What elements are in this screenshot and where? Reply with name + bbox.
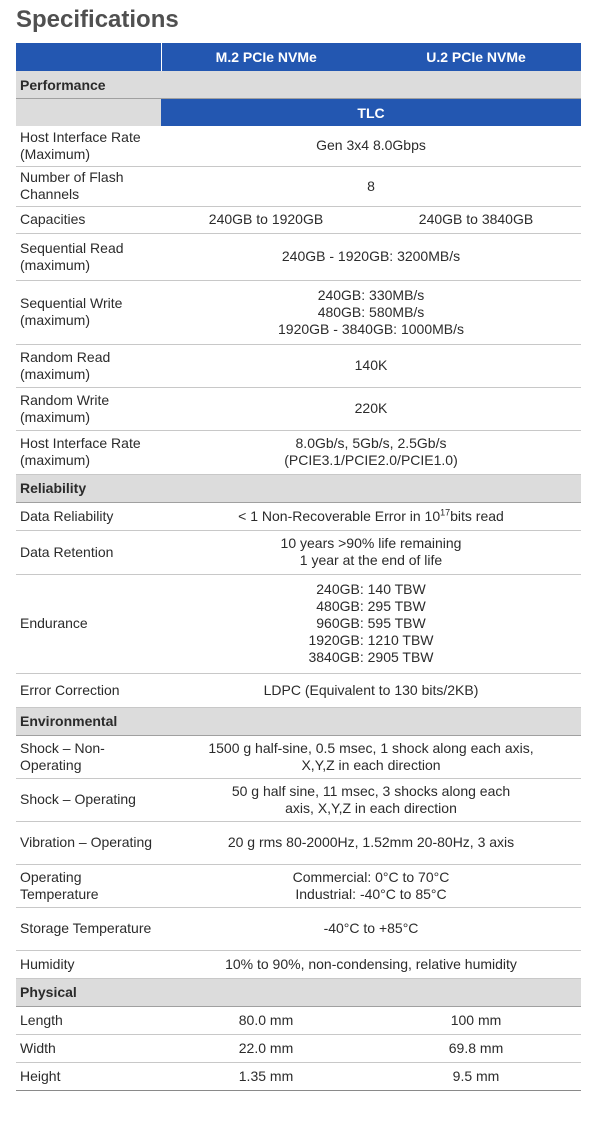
row-value: 10% to 90%, non-condensing, relative humidity <box>161 950 581 978</box>
row-value <box>161 735 581 778</box>
table-row <box>16 1006 581 1034</box>
value-line: 1 year at the end of life <box>299 552 443 568</box>
table-row <box>16 1062 581 1090</box>
section-label: Performance <box>16 71 581 99</box>
value-line: 960GB: 595 TBW <box>316 615 426 631</box>
row-value <box>161 280 581 344</box>
section-environmental <box>16 707 581 735</box>
row-label: Shock – Operating <box>16 778 161 821</box>
value-line: Commercial: 0°C to 70°C <box>292 868 450 885</box>
value-line: 10 years >90% life remaining <box>280 535 462 551</box>
row-label: Host Interface Rate (Maximum) <box>16 126 161 166</box>
row-value: 20 g rms 80-2000Hz, 1.52mm 20-80Hz, 3 axis <box>161 821 581 864</box>
table-row <box>16 126 581 166</box>
value-line: (PCIE3.1/PCIE2.0/PCIE1.0) <box>284 452 458 468</box>
header-m2: M.2 PCIe NVMe <box>161 43 371 71</box>
row-label: Length <box>16 1006 161 1034</box>
row-value: -40°C to +85°C <box>161 907 581 950</box>
row-value: 140K <box>161 344 581 387</box>
row-label: Operating Temperature <box>16 864 161 907</box>
value-line: axis, X,Y,Z in each direction <box>285 799 457 816</box>
value-line: 50 g half sine, 11 msec, 3 shocks along each <box>231 782 511 799</box>
tlc-subheader-row <box>16 99 581 127</box>
table-row <box>16 907 581 950</box>
tlc-subheader: TLC <box>161 99 581 127</box>
row-label: Endurance <box>16 574 161 673</box>
page-title: Specifications <box>16 6 179 33</box>
row-label: Error Correction <box>16 673 161 707</box>
row-label: Random Write (maximum) <box>16 387 161 430</box>
table-row <box>16 530 581 574</box>
table-row <box>16 233 581 280</box>
row-label: Sequential Read (maximum) <box>16 233 161 280</box>
section-label: Reliability <box>16 474 581 502</box>
table-row <box>16 1034 581 1062</box>
row-label: Host Interface Rate (maximum) <box>16 430 161 474</box>
row-label: Random Read (maximum) <box>16 344 161 387</box>
row-value-u2: 100 mm <box>371 1006 581 1034</box>
row-value: 220K <box>161 387 581 430</box>
table-row <box>16 821 581 864</box>
value-text-suffix: bits read <box>450 507 504 524</box>
value-superscript: 17 <box>440 506 451 517</box>
value-line: 240GB: 330MB/s <box>317 286 425 303</box>
table-row <box>16 166 581 206</box>
value-line: 3840GB: 2905 TBW <box>308 649 434 665</box>
row-value-m2: 240GB to 1920GB <box>161 206 371 233</box>
table-row <box>16 387 581 430</box>
section-performance <box>16 71 581 99</box>
table-row <box>16 778 581 821</box>
value-line: 480GB: 580MB/s <box>317 303 425 320</box>
row-label: Sequential Write (maximum) <box>16 280 161 344</box>
value-line: Industrial: -40°C to 85°C <box>295 885 447 902</box>
value-text: < 1 Non-Recoverable Error in 10 <box>238 507 441 524</box>
row-value-m2: 1.35 mm <box>161 1062 371 1090</box>
row-value-u2: 9.5 mm <box>371 1062 581 1090</box>
row-value <box>161 530 581 574</box>
value-line: 1500 g half-sine, 0.5 msec, 1 shock along each axis, <box>208 739 534 756</box>
row-label: Number of Flash Channels <box>16 166 161 206</box>
row-label: Data Retention <box>16 530 161 574</box>
section-label: Environmental <box>16 707 581 735</box>
table-row <box>16 206 581 233</box>
header-u2: U.2 PCIe NVMe <box>371 43 581 71</box>
value-line: 8.0Gb/s, 5Gb/s, 2.5Gb/s <box>295 435 447 451</box>
header-blank-cell <box>16 43 161 71</box>
row-value <box>161 430 581 474</box>
row-value-u2: 240GB to 3840GB <box>371 206 581 233</box>
value-line: X,Y,Z in each direction <box>301 756 441 773</box>
row-label: Shock – Non-Operating <box>16 735 161 778</box>
row-label: Data Reliability <box>16 502 161 530</box>
table-row <box>16 430 581 474</box>
row-label: Width <box>16 1034 161 1062</box>
row-value: 8 <box>161 166 581 206</box>
table-row <box>16 502 581 530</box>
table-row <box>16 864 581 907</box>
row-value-m2: 80.0 mm <box>161 1006 371 1034</box>
row-label: Height <box>16 1062 161 1090</box>
section-reliability <box>16 474 581 502</box>
table-header-row <box>16 43 581 71</box>
row-value: LDPC (Equivalent to 130 bits/2KB) <box>161 673 581 707</box>
value-line: 1920GB: 1210 TBW <box>308 632 434 648</box>
value-line: 480GB: 295 TBW <box>316 598 426 614</box>
section-physical <box>16 978 581 1006</box>
value-line: 240GB: 140 TBW <box>316 581 426 597</box>
row-value: 240GB - 1920GB: 3200MB/s <box>161 233 581 280</box>
row-value <box>161 864 581 907</box>
row-label: Capacities <box>16 206 161 233</box>
row-value <box>161 574 581 673</box>
row-value <box>161 502 581 530</box>
value-line: 1920GB - 3840GB: 1000MB/s <box>278 320 464 337</box>
table-row <box>16 344 581 387</box>
row-value-u2: 69.8 mm <box>371 1034 581 1062</box>
row-label: Storage Temperature <box>16 907 161 950</box>
table-row <box>16 280 581 344</box>
specifications-table <box>16 43 581 1091</box>
table-row <box>16 735 581 778</box>
row-value <box>161 778 581 821</box>
table-row <box>16 574 581 673</box>
section-label: Physical <box>16 978 581 1006</box>
table-row <box>16 950 581 978</box>
table-row <box>16 673 581 707</box>
row-label: Vibration – Operating <box>16 821 161 864</box>
row-value-m2: 22.0 mm <box>161 1034 371 1062</box>
row-label: Humidity <box>16 950 161 978</box>
row-value: Gen 3x4 8.0Gbps <box>161 126 581 166</box>
tlc-blank-cell <box>16 99 161 127</box>
